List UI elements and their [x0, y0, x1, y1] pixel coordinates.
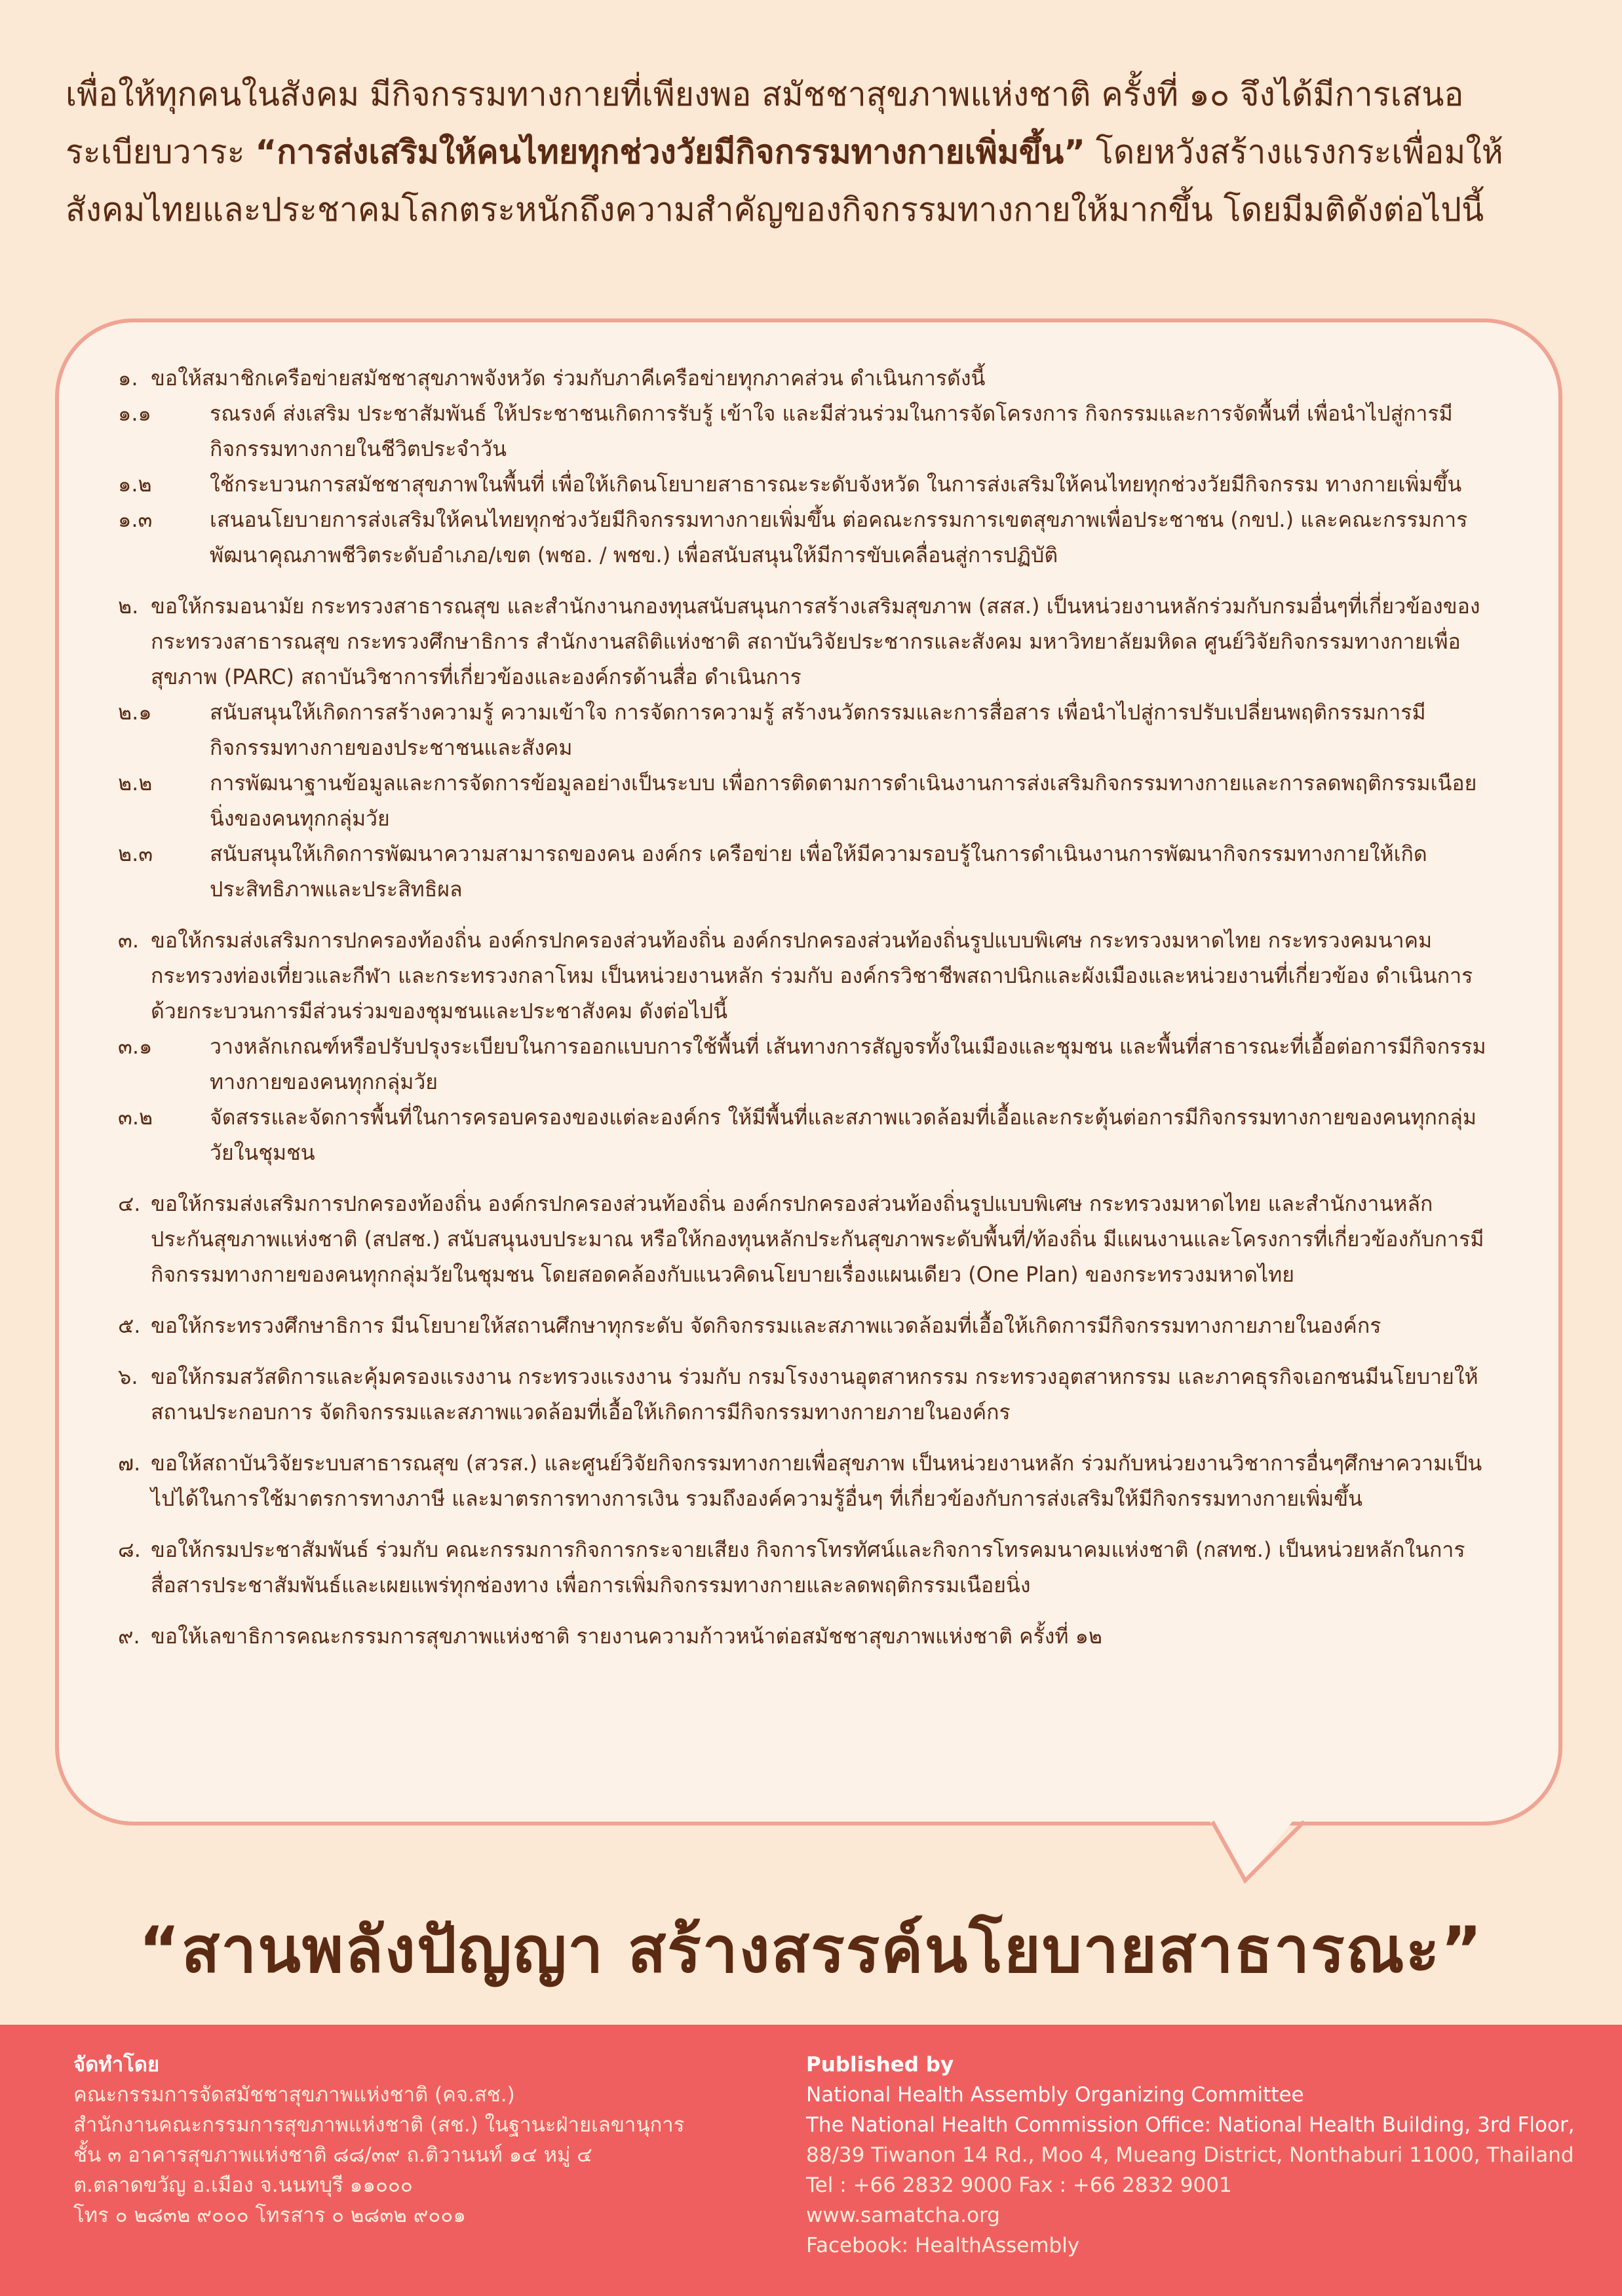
footer-en-address: 88/39 Tiwanon 14 Rd., Moo 4, Mueang District, Nonthaburi 11000, Thailand [806, 2143, 1574, 2167]
resolution-text: ขอให้กรมสวัสดิการและคุ้มครองแรงงาน กระทรวงแรงงาน ร่วมกับ กรมโรงงานอุตสาหกรรม กระทรวงอุตสาหกรรม และภาคธุรกิจเอกชนมีนโยบายให้สถานประกอบการ จัดกิจกรรมและสภาพแวดล้อมที่เอื้อให้เกิดการมีกิจกรรมทางกายภายในองค์กร [151, 1364, 1478, 1425]
sub-resolution-list [26, 1029, 1494, 1170]
resolution-item [118, 923, 1494, 1170]
resolution-item [118, 1445, 1494, 1516]
resolution-number: ๕. [118, 1313, 141, 1338]
sub-resolution-item [118, 396, 1494, 467]
sub-resolution-list [26, 695, 1494, 907]
intro-text-after: โดยหวังสร้างแรงกระเพื่อมให้สังคมไทยและประชาคมโลกตระหนักถึงความสำคัญของกิจกรรมทางกายให้มากขึ้น โดยมีมติดังต่อไปนี้ [66, 133, 1503, 229]
sub-resolution-number: ๒.๓ [118, 841, 153, 866]
footer [0, 2025, 1622, 2296]
resolution-number: ๔. [118, 1191, 141, 1216]
footer-en-org: National Health Assembly Organizing Committee [806, 2083, 1304, 2107]
footer-thai-line: สำนักงานคณะกรรมการสุขภาพแห่งชาติ (สช.) ในฐานะฝ่ายเลขานุการ [73, 2113, 685, 2137]
sub-resolution-text: ใช้กระบวนการสมัชชาสุขภาพในพื้นที่ เพื่อให้เกิดนโยบายสาธารณะระดับจังหวัด ในการส่งเสริมให้คนไทยทุกช่วงวัยมีกิจกรรม ทางกายเพิ่มขึ้น [210, 472, 1462, 497]
footer-english [806, 2050, 1579, 2261]
footer-thai-line: โทร ๐ ๒๘๓๒ ๙๐๐๐ โทรสาร ๐ ๒๘๓๒ ๙๐๐๑ [73, 2204, 466, 2227]
resolution-number: ๒. [118, 594, 139, 619]
resolution-text: ขอให้กรมส่งเสริมการปกครองท้องถิ่น องค์กรปกครองส่วนท้องถิ่น องค์กรปกครองส่วนท้องถิ่นรูปแบบพิเศษ กระทรวงมหาดไทย กระทรวงคมนาคม กระทรวงท่องเที่ยวและกีฬา และกระทรวงกลาโหม เป็นหน่วยงานหลัก ร่วมกับ องค์กรวิชาชีพสถาปนิกและผังเมืองและหน่วยงานที่เกี่ยวข้อง ดำเนินการด้วยกระบวนการมีส่วนร่วมของชุมชนและประชาสังคม ดังต่อไปนี้ [151, 928, 1473, 1024]
footer-thai-heading: จัดทำโดย [73, 2053, 160, 2076]
resolution-number: ๖. [118, 1364, 138, 1389]
sub-resolution-number: ๓.๒ [118, 1105, 153, 1130]
sub-resolution-number: ๑.๑ [118, 401, 151, 426]
footer-thai-line: คณะกรรมการจัดสมัชชาสุขภาพแห่งชาติ (คจ.สช.) [73, 2083, 515, 2107]
bubble-tail [1206, 1815, 1402, 1887]
footer-thai [73, 2050, 762, 2230]
footer-thai-line: ต.ตลาดขวัญ อ.เมือง จ.นนทบุรี ๑๑๐๐๐ [73, 2173, 413, 2197]
sub-resolution-number: ๓.๑ [118, 1034, 153, 1059]
agenda-title: “การส่งเสริมให้คนไทยทุกช่วงวัยมีกิจกรรมทางกายเพิ่มขึ้น” [255, 133, 1085, 171]
resolution-number: ๓. [118, 928, 140, 953]
resolution-item [118, 1618, 1494, 1654]
sub-resolution-item [118, 467, 1494, 502]
resolution-text: ขอให้กรมส่งเสริมการปกครองท้องถิ่น องค์กรปกครองส่วนท้องถิ่น องค์กรปกครองส่วนท้องถิ่นรูปแบบพิเศษ กระทรวงมหาดไทย และสำนักงานหลักประกันสุขภาพแห่งชาติ (สปสช.) สนับสนุนงบประมาณ หรือให้กองทุนหลักประกันสุขภาพระดับพื้นที่/ท้องถิ่น มีแผนงานและโครงการที่เกี่ยวข้องกับการมีกิจกรรมทางกายของคนทุกกลุ่มวัยในชุมชน โดยสอดคล้องกับแนวคิดนโยบายเรื่องแผนเดียว (One Plan) ของกระทรวงมหาดไทย [151, 1191, 1484, 1287]
sub-resolution-number: ๑.๒ [118, 472, 152, 497]
resolution-text: ขอให้กรมอนามัย กระทรวงสาธารณสุข และสำนักงานกองทุนสนับสนุนการสร้างเสริมสุขภาพ (สสส.) เป็นหน่วยงานหลักร่วมกับกรมอื่นๆที่เกี่ยวข้องของกระทรวงสาธารณสุข กระทรวงศึกษาธิการ สำนักงานสถิติแห่งชาติ สถาบันวิจัยประชากรและสังคม มหาวิทยาลัยมหิดล ศูนย์วิจัยกิจกรรมทางกายเพื่อสุขภาพ (PARC) สถาบันวิชาการที่เกี่ยวข้องและองค์กรด้านสื่อ ดำเนินการ [151, 594, 1480, 689]
footer-en-facebook-link[interactable]: Facebook: HealthAssembly [806, 2234, 1080, 2257]
tagline: “สานพลังปัญญา สร้างสรรค์นโยบายสาธารณะ” [138, 1913, 1484, 1987]
resolution-item [118, 1186, 1494, 1292]
resolution-item [118, 588, 1494, 907]
footer-en-office: The National Health Commission Office: National Health Building, 3rd Floor, [806, 2113, 1575, 2137]
footer-thai-line: ชั้น ๓ อาคารสุขภาพแห่งชาติ ๘๘/๓๙ ถ.ติวานนท์ ๑๔ หมู่ ๔ [73, 2143, 592, 2167]
sub-resolution-item [118, 1029, 1494, 1100]
sub-resolution-number: ๒.๑ [118, 700, 152, 725]
sub-resolution-item [118, 502, 1494, 573]
footer-en-website-link[interactable]: www.samatcha.org [806, 2204, 1000, 2227]
resolution-item [118, 360, 1494, 573]
resolution-number: ๗. [118, 1451, 141, 1476]
sub-resolution-text: รณรงค์ ส่งเสริม ประชาสัมพันธ์ ให้ประชาชนเกิดการรับรู้ เข้าใจ และมีส่วนร่วมในการจัดโครงการ กิจกรรมและการจัดพื้นที่ เพื่อนำไปสู่การมีกิจกรรมทางกายในชีวิตประจำวัน [210, 401, 1453, 461]
resolution-number: ๘. [118, 1537, 141, 1562]
resolution-item [118, 1308, 1494, 1343]
resolution-item [118, 1359, 1494, 1430]
sub-resolution-item [118, 1100, 1494, 1170]
resolution-number: ๑. [118, 366, 138, 391]
sub-resolution-text: สนับสนุนให้เกิดการพัฒนาความสามารถของคน องค์กร เครือข่าย เพื่อให้มีความรอบรู้ในการดำเนินงานการพัฒนากิจกรรมทางกายให้เกิดประสิทธิภาพและประสิทธิผล [210, 841, 1427, 902]
resolution-item [118, 1532, 1494, 1603]
resolution-text: ขอให้เลขาธิการคณะกรรมการสุขภาพแห่งชาติ รายงานความก้าวหน้าต่อสมัชชาสุขภาพแห่งชาติ ครั้งที่ ๑๒ [151, 1624, 1102, 1649]
sub-resolution-text: สนับสนุนให้เกิดการสร้างความรู้ ความเข้าใจ การจัดการความรู้ สร้างนวัตกรรมและการสื่อสาร เพื่อนำไปสู่การปรับเปลี่ยนพฤติกรรมการมีกิจกรรมทางกายของประชาชนและสังคม [210, 700, 1426, 760]
sub-resolution-text: วางหลักเกณฑ์หรือปรับปรุงระเบียบในการออกแบบการใช้พื้นที่ เส้นทางการสัญจรทั้งในเมืองและชุมชน และพื้นที่สาธารณะที่เอื้อต่อการมีกิจกรรมทางกายของคนทุกกลุ่มวัย [210, 1034, 1486, 1094]
sub-resolution-number: ๒.๒ [118, 771, 153, 795]
sub-resolution-item [118, 695, 1494, 765]
sub-resolution-item [118, 836, 1494, 907]
resolution-text: ขอให้กรมประชาสัมพันธ์ ร่วมกับ คณะกรรมการกิจการกระจายเสียง กิจการโทรทัศน์และกิจการโทรคมนาคมแห่งชาติ (กสทช.) เป็นหน่วยหลักในการสื่อสารประชาสัมพันธ์และเผยแพร่ทุกช่องทาง เพื่อการเพิ่มกิจกรรมทางกายและลดพฤติกรรมเนือยนิ่ง [151, 1537, 1465, 1598]
intro-paragraph [66, 66, 1560, 239]
sub-resolution-text: เสนอนโยบายการส่งเสริมให้คนไทยทุกช่วงวัยมีกิจกรรมทางกายเพิ่มขึ้น ต่อคณะกรรมการเขตสุขภาพเพื่อประชาชน (กขป.) และคณะกรรมการพัฒนาคุณภาพชีวิตระดับอำเภอ/เขต (พชอ. / พชข.) เพื่อสนับสนุนให้มีการขับเคลื่อนสู่การปฏิบัติ [210, 507, 1468, 567]
resolution-number: ๙. [118, 1624, 140, 1649]
intro-text-before: เพื่อให้ทุกคนในสังคม มีกิจกรรมทางกายที่เพียงพอ สมัชชาสุขภาพแห่งชาติ ครั้งที่ ๑๐ จึงได้มีการเสนอระเบียบวาระ [66, 75, 1464, 171]
resolution-text: ขอให้สมาชิกเครือข่ายสมัชชาสุขภาพจังหวัด ร่วมกับภาคีเครือข่ายทุกภาคส่วน ดำเนินการดังนี้ [151, 366, 986, 391]
footer-en-heading: Published by [806, 2053, 954, 2076]
resolution-list [118, 360, 1494, 1670]
resolution-text: ขอให้กระทรวงศึกษาธิการ มีนโยบายให้สถานศึกษาทุกระดับ จัดกิจกรรมและสภาพแวดล้อมที่เอื้อให้เกิดการมีกิจกรรมทางกายภายในองค์กร [151, 1313, 1381, 1338]
resolution-text: ขอให้สถาบันวิจัยระบบสาธารณสุข (สวรส.) และศูนย์วิจัยกิจกรรมทางกายเพื่อสุขภาพ เป็นหน่วยงานหลัก ร่วมกับหน่วยงานวิชาการอื่นๆศึกษาความเป็นไปได้ในการใช้มาตรการทางภาษี และมาตรการทางการเงิน รวมถึงองค์ความรู้อื่นๆ ที่เกี่ยวข้องกับการส่งเสริมให้มีกิจกรรมทางกายเพิ่มขึ้น [151, 1451, 1482, 1511]
sub-resolution-number: ๑.๓ [118, 507, 153, 532]
sub-resolution-list [26, 396, 1494, 573]
sub-resolution-text: จัดสรรและจัดการพื้นที่ในการครอบครองของแต่ละองค์กร ให้มีพื้นที่และสภาพแวดล้อมที่เอื้อและกระตุ้นต่อการมีกิจกรรมทางกายของคนทุกกลุ่มวัยในชุมชน [210, 1105, 1477, 1165]
footer-en-phone: Tel : +66 2832 9000 Fax : +66 2832 9001 [806, 2173, 1232, 2197]
sub-resolution-item [118, 765, 1494, 836]
sub-resolution-text: การพัฒนาฐานข้อมูลและการจัดการข้อมูลอย่างเป็นระบบ เพื่อการติดตามการดำเนินงานการส่งเสริมกิจกรรมทางกายและการลดพฤติกรรมเนือยนิ่งของคนทุกกลุ่มวัย [210, 771, 1477, 831]
